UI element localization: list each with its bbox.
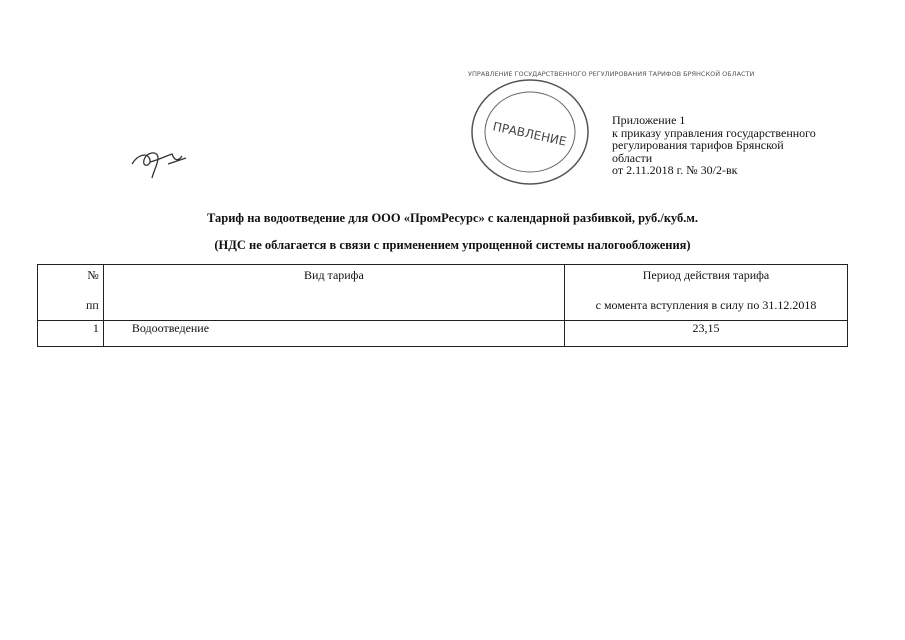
tariff-table	[37, 264, 848, 347]
stamp-ring-text: УПРАВЛЕНИЕ ГОСУДАРСТВЕННОГО РЕГУЛИРОВАНИЯ ТАРИФОВ БРЯНСКОЙ ОБЛАСТИ	[468, 70, 755, 78]
appendix-line: к приказу управления государственного	[612, 125, 816, 140]
header-num: №	[87, 268, 99, 282]
appendix-line: области	[612, 150, 653, 165]
header-type: Вид тарифа	[304, 268, 364, 282]
header-num-cell	[38, 265, 104, 321]
header-num2: пп	[86, 298, 99, 312]
row-value: 23,15	[564, 321, 847, 347]
appendix-line: от 2.11.2018 г. № 30/2-вк	[612, 163, 738, 177]
appendix-line: Приложение 1	[612, 113, 686, 127]
signature	[128, 142, 190, 182]
appendix-block	[612, 114, 872, 177]
document-title: Тариф на водоотведение для ООО «ПромРесурс» с календарной разбивкой, руб./куб.м.	[207, 211, 698, 225]
appendix-line: регулирования тарифов Брянской	[612, 138, 784, 152]
header-period-cell	[564, 265, 847, 321]
header-period: Период действия тарифа	[642, 268, 770, 282]
header-type-cell	[103, 265, 564, 321]
table-row	[38, 321, 848, 347]
stamp-center-word: ПРАВЛЕНИЕ	[491, 119, 568, 149]
document-subtitle: (НДС не облагается в связи с применением упрощенной системы налогообложения)	[214, 238, 691, 252]
table-header-row	[38, 265, 848, 321]
header-period-sub: с момента вступления в силу по 31.12.2018	[595, 298, 817, 312]
row-type: Водоотведение	[103, 321, 564, 347]
row-num: 1	[38, 321, 104, 347]
